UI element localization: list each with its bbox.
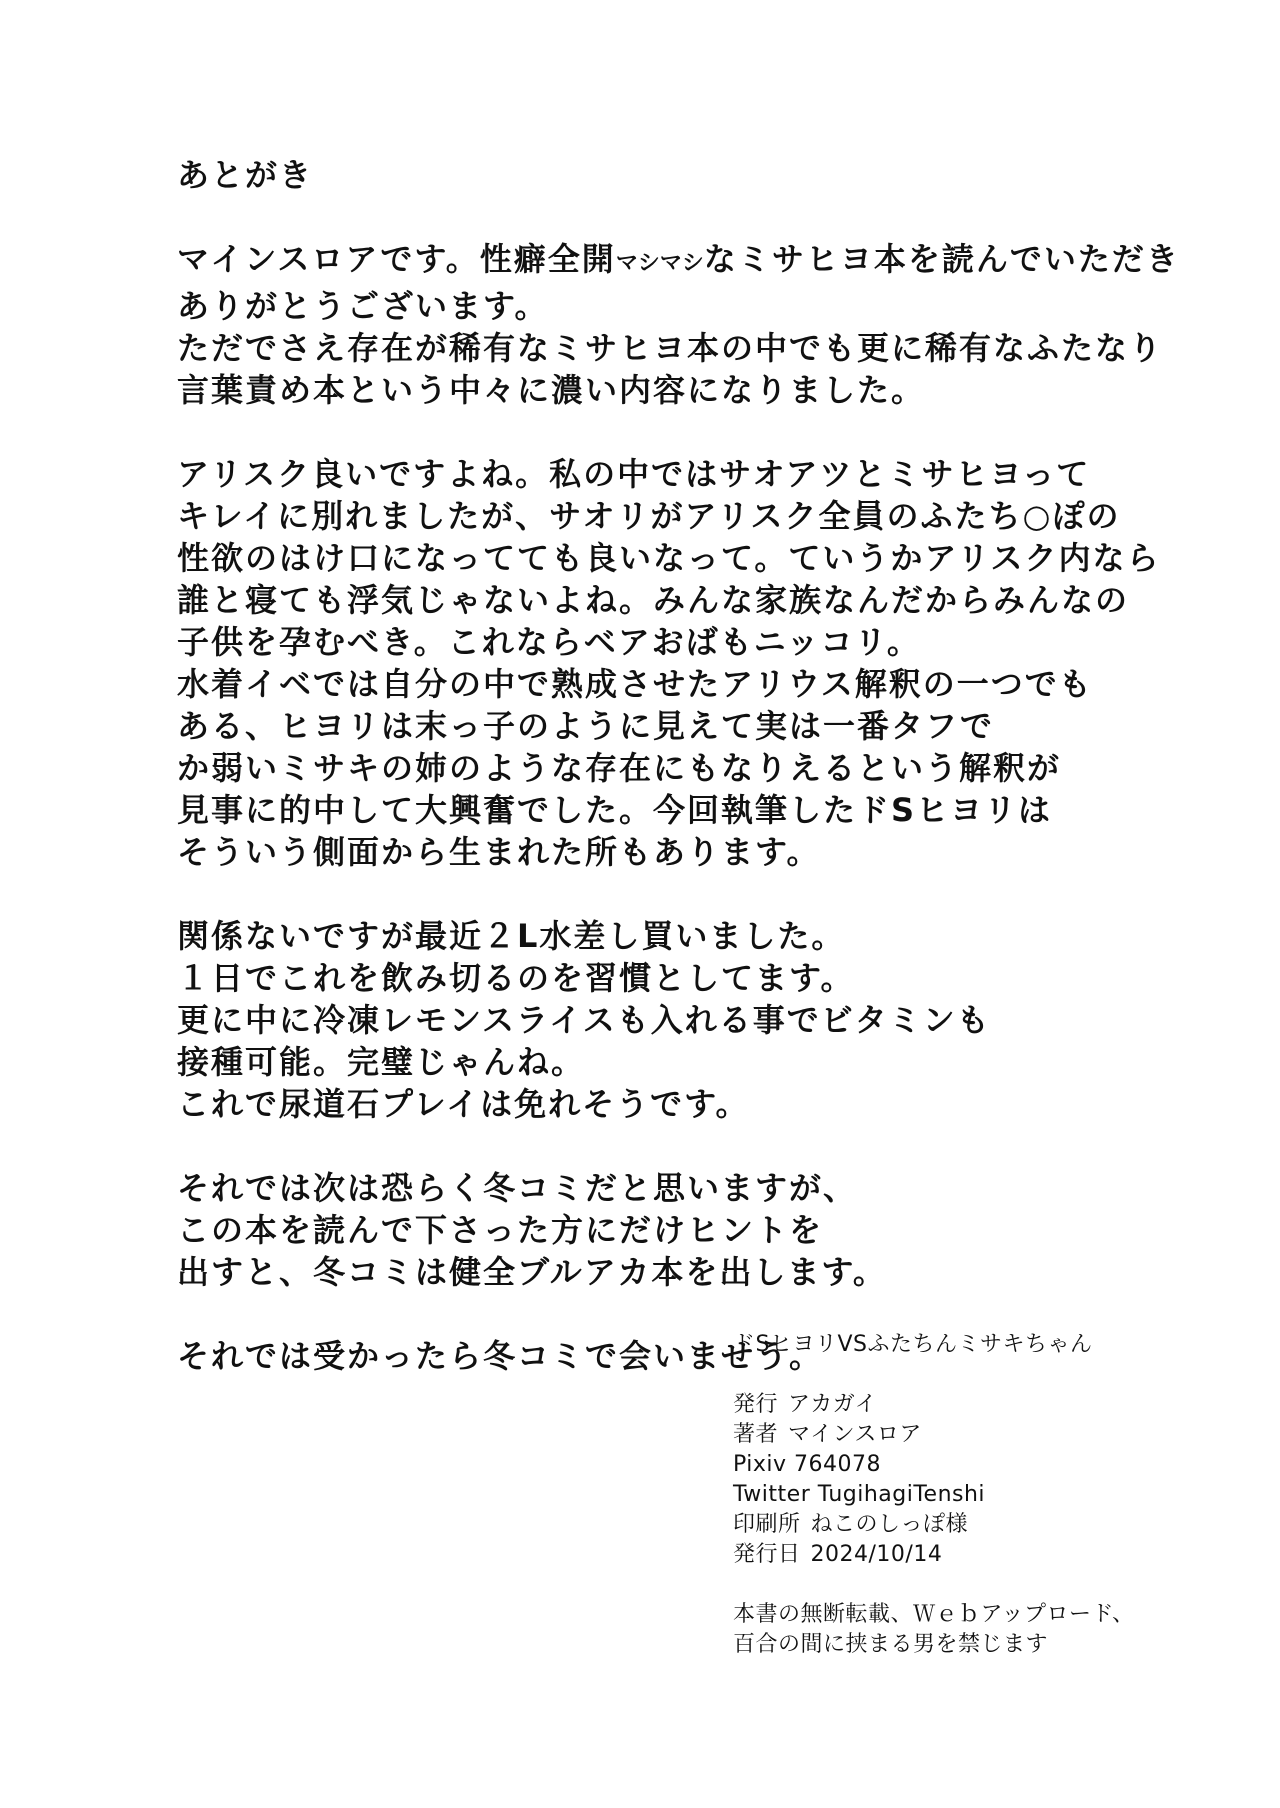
paragraph-2-line: キレイに別れましたが、サオリがアリスク全員のふたち○ぽの: [177, 497, 1121, 535]
colophon: [733, 1330, 1213, 1660]
notice-line: 百合の間に挟まる男を禁じます: [733, 1632, 1049, 1657]
paragraph-4-line: それでは次は恐らく冬コミだと思いますが、: [177, 1169, 858, 1207]
paragraph-1-line-4: 言葉責め本という中々に濃い内容になりました。: [177, 371, 926, 409]
date-row: [733, 1540, 1213, 1570]
paragraph-2: [177, 453, 1177, 873]
paragraph-3-line: これで尿道石プレイは免れそうです。: [177, 1085, 750, 1123]
paragraph-3-line: １日でこれを飲み切るのを習慣としてます。: [177, 959, 855, 997]
paragraph-2-line: 見事に的中して大興奮でした。今回執筆したドSヒヨリは: [177, 791, 1053, 829]
paragraph-5-line: それでは受かったら冬コミで会いませう。: [177, 1337, 824, 1375]
paragraph-1-line-1: [177, 238, 1180, 285]
paragraph-2-line: 子供を孕むべき。これならベアおばもニッコリ。: [177, 623, 921, 661]
author-label: 著者: [733, 1422, 779, 1447]
line-1-part-a: マインスロアです。性癖全開: [177, 240, 616, 278]
paragraph-2-line: 誰と寝ても浮気じゃないよね。みんな家族なんだからみんなの: [177, 581, 1130, 619]
paragraph-3: [177, 915, 1177, 1125]
line-1-small-text: マシマシ: [615, 251, 704, 276]
copyright-notice: [733, 1600, 1213, 1660]
paragraph-4-line: この本を読んで下さった方にだけヒントを: [177, 1211, 824, 1249]
printer-row: [733, 1510, 1213, 1540]
paragraph-3-line: 接種可能。完璧じゃんね。: [177, 1043, 586, 1081]
paragraph-1: [177, 238, 1180, 411]
paragraph-3-line: 関係ないですが最近２L水差し買いました。: [177, 917, 846, 955]
paragraph-1-line-3: ただでさえ存在が稀有なミサヒヨ本の中でも更に稀有なふたなり: [177, 329, 1164, 367]
pixiv-id: Pixiv 764078: [733, 1452, 882, 1477]
paragraph-2-line: か弱いミサキの姉のような存在にもなりえるという解釈が: [177, 749, 1062, 787]
author-name: マインスロア: [788, 1422, 922, 1447]
credits-block: [733, 1390, 1213, 1570]
paragraph-1-line-2: ありがとうございます。: [177, 287, 549, 325]
afterword-heading-block: [177, 154, 1177, 196]
paragraph-2-line: 水着イベでは自分の中で熟成させたアリウス解釈の一つでも: [177, 665, 1093, 703]
publisher-row: [733, 1390, 1213, 1420]
paragraph-4: [177, 1167, 1177, 1293]
publisher-label: 発行: [733, 1392, 779, 1417]
paragraph-2-line: ある、ヒヨリは末っ子のように見えて実は一番タフで: [177, 707, 994, 745]
afterword-heading: あとがき: [177, 156, 314, 194]
notice-line: 本書の無断転載、Ｗｅｂアップロード、: [733, 1602, 1135, 1627]
paragraph-2-line: そういう側面から生まれた所もあります。: [177, 833, 821, 871]
book-title: ドSヒヨリVSふたちんミサキちゃん: [733, 1332, 1093, 1357]
line-1-part-b: なミサヒヨ本を読んでいただき: [703, 240, 1180, 278]
author-row: [733, 1420, 1213, 1450]
afterword-section: [177, 154, 1180, 1419]
printer-name: ねこのしっぽ様: [810, 1512, 969, 1537]
publisher-name: アカガイ: [788, 1392, 878, 1417]
publish-date: 2024/10/14: [810, 1542, 943, 1567]
date-label: 発行日: [733, 1542, 801, 1567]
paragraph-3-line: 更に中に冷凍レモンスライスも入れる事でビタミンも: [177, 1001, 991, 1039]
printer-label: 印刷所: [733, 1512, 801, 1537]
paragraph-4-line: 出すと、冬コミは健全ブルアカ本を出します。: [177, 1253, 887, 1291]
twitter-handle: Twitter TugihagiTenshi: [733, 1482, 986, 1507]
paragraph-2-line: アリスク良いですよね。私の中ではサオアツとミサヒヨって: [177, 455, 1091, 493]
paragraph-2-line: 性欲のはけ口になってても良いなって。ていうかアリスク内なら: [177, 539, 1161, 577]
